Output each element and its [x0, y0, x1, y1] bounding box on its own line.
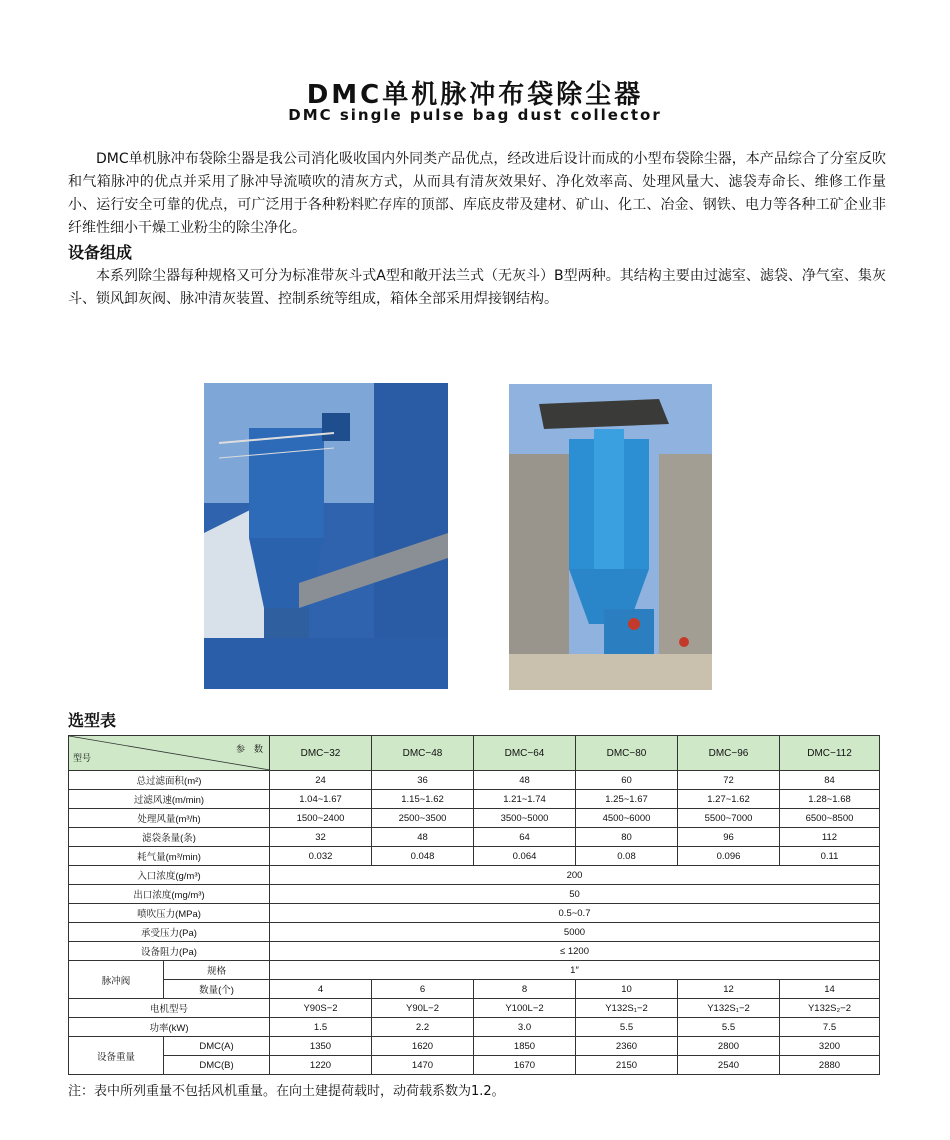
- cell: 0.048: [372, 847, 474, 866]
- cell: 1220: [270, 1056, 372, 1075]
- cell: 112: [780, 828, 880, 847]
- section-heading-selection: 选型表: [68, 711, 117, 730]
- cell: Y132S₂−2: [780, 999, 880, 1018]
- cell: Y90S−2: [270, 999, 372, 1018]
- cell: 6: [372, 980, 474, 999]
- row-label: 过滤风速(m/min): [69, 790, 270, 809]
- cell: 1670: [474, 1056, 576, 1075]
- cell: 6500~8500: [780, 809, 880, 828]
- cell: 12: [678, 980, 780, 999]
- cell: 5.5: [576, 1018, 678, 1037]
- cell: 1850: [474, 1037, 576, 1056]
- table-row: [69, 904, 880, 923]
- cell: 5500~7000: [678, 809, 780, 828]
- intro-paragraph: DMC单机脉冲布袋除尘器是我公司消化吸收国内外同类产品优点，经改进后设计而成的小型布袋除尘器，本产品综合了分室反吹和气箱脉冲的优点并采用了脉冲导流喷吹的清灰方式，从而具有清灰效果好、净化效率高、处理风量大、滤袋寿命长、维修工作量小、运行安全可靠的优点，可广泛用于各种粉料贮存库的顶部、库底皮带及建材、矿山、化工、冶金、钢铁、电力等各种工矿企业非纤维性细小干燥工业粉尘的除尘净化。: [68, 151, 886, 236]
- cell: 2500~3500: [372, 809, 474, 828]
- table-row: [69, 847, 880, 866]
- corner-param-label: 参 数: [235, 744, 263, 754]
- cell: 1.15~1.62: [372, 790, 474, 809]
- cell: 1.28~1.68: [780, 790, 880, 809]
- product-photo-2: [509, 384, 712, 690]
- table-row: [69, 885, 880, 904]
- cell: 0.064: [474, 847, 576, 866]
- cell: 64: [474, 828, 576, 847]
- cell: 1620: [372, 1037, 474, 1056]
- row-label: 功率(kW): [69, 1018, 270, 1037]
- table-row: [69, 961, 880, 980]
- cell: 1.25~1.67: [576, 790, 678, 809]
- model-header: DMC−80: [576, 736, 678, 771]
- row-label: DMC(A): [164, 1037, 270, 1056]
- table-corner-cell: [69, 736, 270, 771]
- cell: 32: [270, 828, 372, 847]
- section-heading-composition: 设备组成: [68, 243, 133, 262]
- row-label: 耗气量(m³/min): [69, 847, 270, 866]
- page-title: DMC单机脉冲布袋除尘器: [306, 80, 644, 110]
- cell: Y90L−2: [372, 999, 474, 1018]
- model-header: DMC−96: [678, 736, 780, 771]
- row-label: 承受压力(Pa): [69, 923, 270, 942]
- row-label: 规格: [164, 961, 270, 980]
- cell: 3200: [780, 1037, 880, 1056]
- cell: 0.032: [270, 847, 372, 866]
- table-row: [69, 1056, 880, 1075]
- cell: 84: [780, 771, 880, 790]
- cell: Y132S₁−2: [576, 999, 678, 1018]
- selection-table: [68, 735, 880, 1075]
- table-row: [69, 980, 880, 999]
- cell: 2150: [576, 1056, 678, 1075]
- cell: 36: [372, 771, 474, 790]
- cell: 48: [372, 828, 474, 847]
- cell: 72: [678, 771, 780, 790]
- cell: ≤ 1200: [270, 942, 880, 961]
- table-header-row: [69, 736, 880, 771]
- cell: 2540: [678, 1056, 780, 1075]
- model-header: DMC−48: [372, 736, 474, 771]
- cell: 0.08: [576, 847, 678, 866]
- cell: 7.5: [780, 1018, 880, 1037]
- table-row: [69, 771, 880, 790]
- row-label: 电机型号: [69, 999, 270, 1018]
- table-row: [69, 1037, 880, 1056]
- table-row: [69, 828, 880, 847]
- row-label: 出口浓度(mg/m³): [69, 885, 270, 904]
- product-photo-1: [204, 383, 448, 689]
- row-label: 处理风量(m³/h): [69, 809, 270, 828]
- model-header: DMC−112: [780, 736, 880, 771]
- cell: 5000: [270, 923, 880, 942]
- cell: 5.5: [678, 1018, 780, 1037]
- composition-paragraph: 本系列除尘器每种规格又可分为标准带灰斗式A型和敞开法兰式（无灰斗）B型两种。其结构主要由过滤室、滤袋、净气室、集灰斗、锁风卸灰阀、脉冲清灰装置、控制系统等组成，箱体全部采用焊接钢结构。: [68, 268, 886, 307]
- row-label: 滤袋条量(条): [69, 828, 270, 847]
- cell: 1470: [372, 1056, 474, 1075]
- cell: 14: [780, 980, 880, 999]
- cell: 1.04~1.67: [270, 790, 372, 809]
- table-row: [69, 1018, 880, 1037]
- cell: 3.0: [474, 1018, 576, 1037]
- cell: 2360: [576, 1037, 678, 1056]
- cell: 80: [576, 828, 678, 847]
- cell: 0.096: [678, 847, 780, 866]
- cell: 2800: [678, 1037, 780, 1056]
- cell: 1.21~1.74: [474, 790, 576, 809]
- cell: 1350: [270, 1037, 372, 1056]
- table-row: [69, 923, 880, 942]
- cell: 0.11: [780, 847, 880, 866]
- cell: 4: [270, 980, 372, 999]
- cell: 24: [270, 771, 372, 790]
- row-label: 数量(个): [164, 980, 270, 999]
- cell: 1500~2400: [270, 809, 372, 828]
- page-subtitle: DMC single pulse bag dust collector: [288, 106, 662, 124]
- corner-model-label: 型号: [73, 753, 92, 763]
- cell: 60: [576, 771, 678, 790]
- cell: 8: [474, 980, 576, 999]
- cell: 0.5~0.7: [270, 904, 880, 923]
- table-row: [69, 809, 880, 828]
- row-label: 总过滤面积(m²): [69, 771, 270, 790]
- cell: 2.2: [372, 1018, 474, 1037]
- row-label: DMC(B): [164, 1056, 270, 1075]
- footnote: 注：表中所列重量不包括风机重量。在向土建提荷载时，动荷载系数为1.2。: [68, 1084, 505, 1099]
- cell: 4500~6000: [576, 809, 678, 828]
- table-row: [69, 866, 880, 885]
- cell: 48: [474, 771, 576, 790]
- cell: 10: [576, 980, 678, 999]
- group-label-weight: 设备重量: [69, 1037, 164, 1075]
- row-label: 设备阻力(Pa): [69, 942, 270, 961]
- cell: 96: [678, 828, 780, 847]
- model-header: DMC−64: [474, 736, 576, 771]
- table-row: [69, 942, 880, 961]
- table-row: [69, 790, 880, 809]
- model-header: DMC−32: [270, 736, 372, 771]
- group-label-valve: 脉冲阀: [69, 961, 164, 999]
- cell: 2880: [780, 1056, 880, 1075]
- cell: 1″: [270, 961, 880, 980]
- row-label: 喷吹压力(MPa): [69, 904, 270, 923]
- cell: Y100L−2: [474, 999, 576, 1018]
- cell: 3500~5000: [474, 809, 576, 828]
- cell: 50: [270, 885, 880, 904]
- table-row: [69, 999, 880, 1018]
- cell: 1.27~1.62: [678, 790, 780, 809]
- cell: 200: [270, 866, 880, 885]
- row-label: 入口浓度(g/m³): [69, 866, 270, 885]
- cell: Y132S₁−2: [678, 999, 780, 1018]
- cell: 1.5: [270, 1018, 372, 1037]
